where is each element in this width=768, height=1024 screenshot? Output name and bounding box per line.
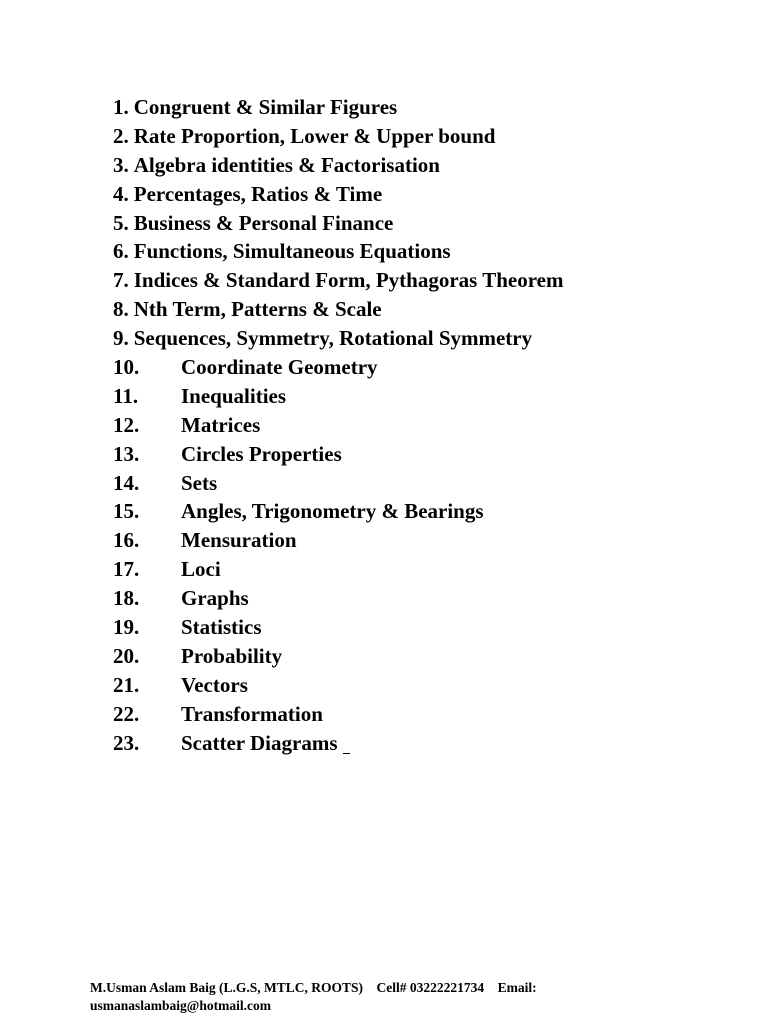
topic-item [113, 93, 563, 122]
topic-item [113, 440, 563, 469]
topic-item [113, 295, 563, 324]
topic-label: Statistics [181, 615, 262, 640]
topic-item [113, 151, 563, 180]
topic-label: Angles, Trigonometry & Bearings [181, 499, 484, 524]
topic-label: Coordinate Geometry [181, 355, 378, 380]
topic-item [113, 237, 563, 266]
topic-label: Business & Personal Finance [133, 210, 394, 235]
topic-label: Inequalities [181, 383, 287, 408]
topic-number: 3. [113, 152, 129, 177]
topic-item [113, 700, 563, 729]
topic-item [113, 209, 563, 238]
topic-number: 23. [113, 730, 140, 755]
topic-number: 11. [113, 383, 139, 408]
topic-number: 10. [113, 355, 140, 380]
topic-label: Probability [181, 643, 283, 668]
topic-label: Loci [181, 557, 221, 582]
topic-label: Sets [181, 470, 218, 495]
topic-number: 5. [113, 210, 129, 235]
topic-number: 6. [113, 239, 129, 264]
topic-number: 4. [113, 181, 129, 206]
topic-item [113, 555, 563, 584]
topic-number: 7. [113, 268, 129, 293]
topic-number: 2. [113, 123, 129, 148]
topic-label: Nth Term, Patterns & Scale [133, 297, 382, 322]
topic-number: 12. [113, 412, 140, 437]
topic-item [113, 729, 563, 758]
topic-number: 14. [113, 470, 140, 495]
topic-number: 9. [113, 326, 129, 351]
topic-item [113, 180, 563, 209]
topic-label: Percentages, Ratios & Time [133, 181, 383, 206]
footer-contact-line: M.Usman Aslam Baig (L.G.S, MTLC, ROOTS) Cell# 03222221734 Email: [90, 980, 537, 995]
topic-label: Transformation [181, 701, 323, 726]
topic-item [113, 469, 563, 498]
topic-number: 16. [113, 528, 140, 553]
topic-number: 15. [113, 499, 140, 524]
topic-number: 13. [113, 441, 140, 466]
topic-number: 20. [113, 643, 140, 668]
topic-item [113, 497, 563, 526]
topic-label: Rate Proportion, Lower & Upper bound [133, 123, 496, 148]
topic-item [113, 382, 563, 411]
topic-label: Matrices [181, 412, 261, 437]
topic-label: Indices & Standard Form, Pythagoras Theorem [133, 268, 564, 293]
topic-list [113, 93, 563, 757]
topic-number: 21. [113, 672, 140, 697]
topic-item [113, 671, 563, 700]
topic-item [113, 584, 563, 613]
topic-item [113, 122, 563, 151]
topic-item [113, 526, 563, 555]
topic-item [113, 324, 563, 353]
topic-item [113, 353, 563, 382]
author-footer [90, 979, 537, 1015]
topic-number: 17. [113, 557, 140, 582]
topic-number: 8. [113, 297, 129, 322]
topic-label: Graphs [181, 586, 249, 611]
topic-item [113, 642, 563, 671]
topic-label: Sequences, Symmetry, Rotational Symmetry [133, 326, 533, 351]
footer-email: usmanaslambaig@hotmail.com [90, 998, 271, 1013]
topic-label: Congruent & Similar Figures [133, 95, 398, 119]
topic-item [113, 613, 563, 642]
topic-label: Scatter Diagrams [181, 730, 338, 755]
trailing-underline [343, 753, 350, 754]
topic-label: Vectors [181, 672, 248, 697]
topic-number: 19. [113, 615, 140, 640]
topic-label: Mensuration [181, 528, 297, 553]
topic-number: 18. [113, 586, 140, 611]
topic-label: Algebra identities & Factorisation [133, 152, 440, 177]
topic-item [113, 411, 563, 440]
topic-number: 22. [113, 701, 140, 726]
topic-item [113, 266, 563, 295]
topic-label: Functions, Simultaneous Equations [133, 239, 451, 264]
topic-number: 1. [113, 95, 129, 119]
topic-label: Circles Properties [181, 441, 342, 466]
